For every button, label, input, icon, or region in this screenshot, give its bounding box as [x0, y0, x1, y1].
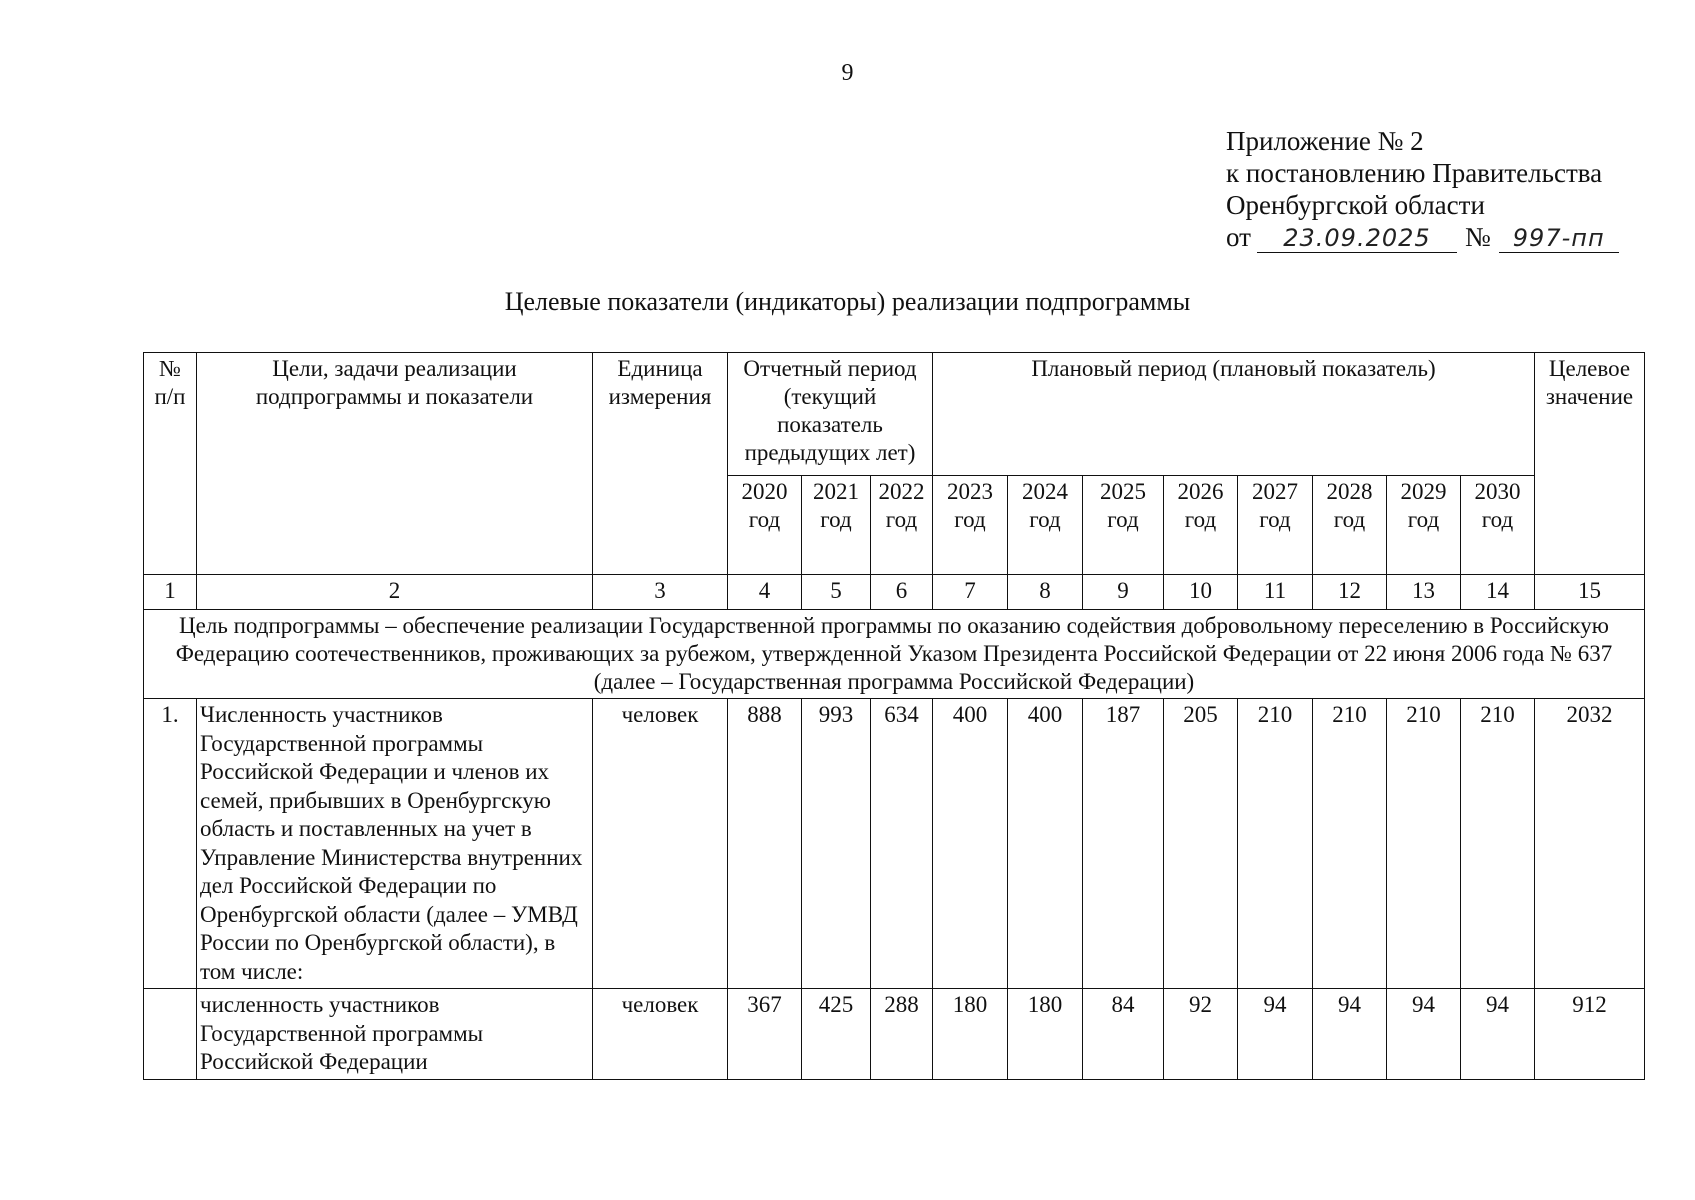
column-number-cell: 15: [1535, 575, 1645, 610]
year-unit: год: [954, 507, 986, 532]
handwritten-date: 23.09.2025: [1257, 224, 1457, 253]
row-value-cell: 92: [1164, 989, 1238, 1080]
appendix-line-2: к постановлению Правительства: [1226, 158, 1603, 188]
year-header-cell: [728, 476, 802, 575]
appendix-line-3: Оренбургской области: [1226, 190, 1485, 220]
row-value-cell: 210: [1238, 699, 1313, 989]
year-header-cell: [1008, 476, 1083, 575]
row-target-cell: 2032: [1535, 699, 1645, 989]
page-number: 9: [841, 60, 854, 86]
row-value-cell: 888: [728, 699, 802, 989]
column-number-cell: 5: [802, 575, 871, 610]
year-value: 2026: [1177, 479, 1224, 504]
column-number-cell: 12: [1313, 575, 1387, 610]
year-unit: год: [1407, 507, 1440, 532]
row-value-cell: 94: [1387, 989, 1461, 1080]
row-value-cell: 288: [871, 989, 933, 1080]
year-header-cell: [1238, 476, 1313, 575]
year-unit: год: [1107, 507, 1139, 532]
year-header-cell: [1313, 476, 1387, 575]
year-unit: год: [1333, 507, 1366, 532]
number-label: №: [1464, 222, 1491, 252]
year-header-cell: [1083, 476, 1164, 575]
row-description-cell: численность участников Государственной программы Российской Федерации: [197, 989, 593, 1080]
column-number-cell: 4: [728, 575, 802, 610]
year-unit: год: [748, 507, 781, 532]
column-number-cell: 14: [1461, 575, 1535, 610]
year-value: 2021: [813, 479, 859, 504]
appendix-block: [1226, 125, 1619, 253]
year-value: 2023: [947, 479, 993, 504]
row-value-cell: 205: [1164, 699, 1238, 989]
column-number-cell: 6: [871, 575, 933, 610]
year-header-cell: [1164, 476, 1238, 575]
row-value-cell: 400: [933, 699, 1008, 989]
year-unit: год: [1481, 507, 1514, 532]
year-unit: год: [1259, 507, 1291, 532]
document-title: Целевые показатели (индикаторы) реализации подпрограммы: [504, 287, 1191, 316]
column-number-row: [144, 575, 1645, 610]
row-value-cell: 210: [1387, 699, 1461, 989]
handwritten-number: 997-пп: [1499, 224, 1619, 253]
year-unit: год: [885, 507, 918, 532]
from-label: от: [1226, 222, 1251, 252]
column-number-cell: 13: [1387, 575, 1461, 610]
year-header-cell: [1387, 476, 1461, 575]
row-value-cell: 993: [802, 699, 871, 989]
row-description-cell: Численность участников Государственной программы Российской Федерации и членов их семей, прибывших в Оренбургскую область и поставленных на учет в Управление Министерства внутренних дел Российской Федерации по Оренбургской области (далее – УМВД России по Оренбургской области), в том числе:: [197, 699, 593, 989]
column-number-cell: 7: [933, 575, 1008, 610]
row-value-cell: 94: [1238, 989, 1313, 1080]
row-value-cell: 180: [933, 989, 1008, 1080]
year-value: 2029: [1400, 479, 1447, 504]
row-unit-cell: человек: [593, 989, 728, 1080]
column-number-cell: 8: [1008, 575, 1083, 610]
year-value: 2024: [1022, 479, 1068, 504]
row-value-cell: 210: [1461, 699, 1535, 989]
year-header-cell: [871, 476, 933, 575]
header-target: Целевое значение: [1535, 353, 1645, 575]
appendix-signature-row: [1226, 221, 1619, 253]
row-value-cell: 94: [1313, 989, 1387, 1080]
column-number-cell: 11: [1238, 575, 1313, 610]
row-target-cell: 912: [1535, 989, 1645, 1080]
row-unit-cell: человек: [593, 699, 728, 989]
column-number-cell: 3: [593, 575, 728, 610]
year-unit: год: [1029, 507, 1061, 532]
row-number-cell: 1.: [144, 699, 197, 989]
table-row: [144, 989, 1645, 1080]
row-value-cell: 425: [802, 989, 871, 1080]
row-value-cell: 94: [1461, 989, 1535, 1080]
year-value: 2030: [1474, 479, 1521, 504]
row-value-cell: 400: [1008, 699, 1083, 989]
row-value-cell: 634: [871, 699, 933, 989]
header-reported-period: Отчетный период (текущий показатель предыдущих лет): [728, 353, 933, 476]
year-value: 2020: [741, 479, 788, 504]
year-value: 2022: [878, 479, 925, 504]
table-row: [144, 699, 1645, 989]
year-header-cell: [933, 476, 1008, 575]
column-number-cell: 1: [144, 575, 197, 610]
year-unit: год: [1184, 507, 1217, 532]
goal-row: Цель подпрограммы – обеспечение реализации Государственной программы по оказанию содействия добровольному переселению в Российскую Федерацию соотечественников, проживающих за рубежом, утвержденной Указом Президента Российской Федерации от 22 июня 2006 года № 637 (далее – Государственная программа Российской Федерации): [144, 610, 1645, 699]
year-value: 2025: [1100, 479, 1146, 504]
header-num: № п/п: [144, 353, 197, 575]
year-header-cell: [802, 476, 871, 575]
row-value-cell: 84: [1083, 989, 1164, 1080]
row-value-cell: 367: [728, 989, 802, 1080]
year-header-cell: [1461, 476, 1535, 575]
indicators-table: [143, 352, 1645, 1080]
header-planned-period: Плановый период (плановый показатель): [933, 353, 1535, 476]
row-value-cell: 210: [1313, 699, 1387, 989]
header-goals: Цели, задачи реализации подпрограммы и показатели: [197, 353, 593, 575]
header-unit: Единица измерения: [593, 353, 728, 575]
year-value: 2028: [1326, 479, 1373, 504]
column-number-cell: 9: [1083, 575, 1164, 610]
column-number-cell: 10: [1164, 575, 1238, 610]
appendix-line-1: Приложение № 2: [1226, 126, 1424, 156]
year-value: 2027: [1252, 479, 1298, 504]
column-number-cell: 2: [197, 575, 593, 610]
row-value-cell: 180: [1008, 989, 1083, 1080]
row-value-cell: 187: [1083, 699, 1164, 989]
year-unit: год: [820, 507, 852, 532]
row-number-cell: [144, 989, 197, 1080]
